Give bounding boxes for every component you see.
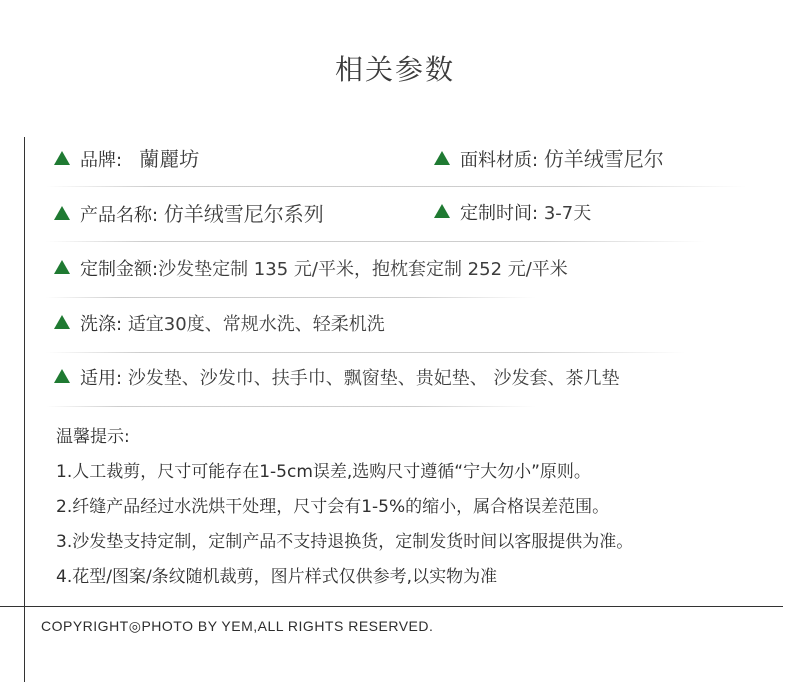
tip-item: 3.沙发垫支持定制，定制产品不支持退换货，定制发货时间以客服提供为准。 [56,532,634,552]
triangle-bullet-icon [434,151,450,165]
time-label: 定制时间: [460,203,539,224]
brand-label: 品牌: [80,150,123,171]
row-separator [46,352,686,353]
time-value: 3-7天 [543,203,592,224]
product-value: 仿羊绒雪尼尔系列 [163,202,324,226]
tip-item: 1.人工裁剪，尺寸可能存在1-5cm误差,选购尺寸遵循“宁大勿小”原则。 [56,462,591,482]
triangle-bullet-icon [54,369,70,383]
tip-item: 4.花型/图案/条纹随机裁剪，图片样式仅供参考,以实物为准 [56,567,498,587]
wash-value: 适宜30度、常规水洗、轻柔机洗 [127,314,385,335]
triangle-bullet-icon [434,204,450,218]
param-row-price [54,255,568,285]
page-title: 相关参数 [334,53,455,86]
param-row-brand [54,144,199,174]
use-label: 适用: [80,368,123,389]
row-separator [46,297,536,298]
product-label: 产品名称: [80,205,159,226]
triangle-bullet-icon [54,260,70,274]
price-label: 定制金额: [80,259,159,280]
tips-heading: 温馨提示: [56,427,130,447]
param-row-time [434,199,591,229]
wash-label: 洗涤: [80,314,123,335]
copyright-footer: COPYRIGHT◎PHOTO BY YEM,ALL RIGHTS RESERVED. [41,618,434,634]
param-row-product [54,199,324,229]
row-separator [46,241,706,242]
fabric-label: 面料材质: [460,150,539,171]
price-value: 沙发垫定制 135 元/平米，抱枕套定制 252 元/平米 [158,259,568,280]
tips-section [56,425,633,600]
footer-divider [0,606,783,607]
fabric-value: 仿羊绒雪尼尔 [543,147,664,171]
row-separator [46,406,536,407]
left-border-line [24,137,25,682]
param-row-use [54,364,620,394]
triangle-bullet-icon [54,315,70,329]
triangle-bullet-icon [54,151,70,165]
brand-value: 蘭麗坊 [139,147,200,171]
row-separator [46,186,746,187]
param-row-wash [54,310,385,340]
use-value: 沙发垫、沙发巾、扶手巾、飘窗垫、贵妃垫、 沙发套、茶几垫 [127,368,620,389]
triangle-bullet-icon [54,206,70,220]
tip-item: 2.纤缝产品经过水洗烘干处理，尺寸会有1-5%的缩小，属合格误差范围。 [56,497,610,517]
param-row-fabric [434,144,664,174]
